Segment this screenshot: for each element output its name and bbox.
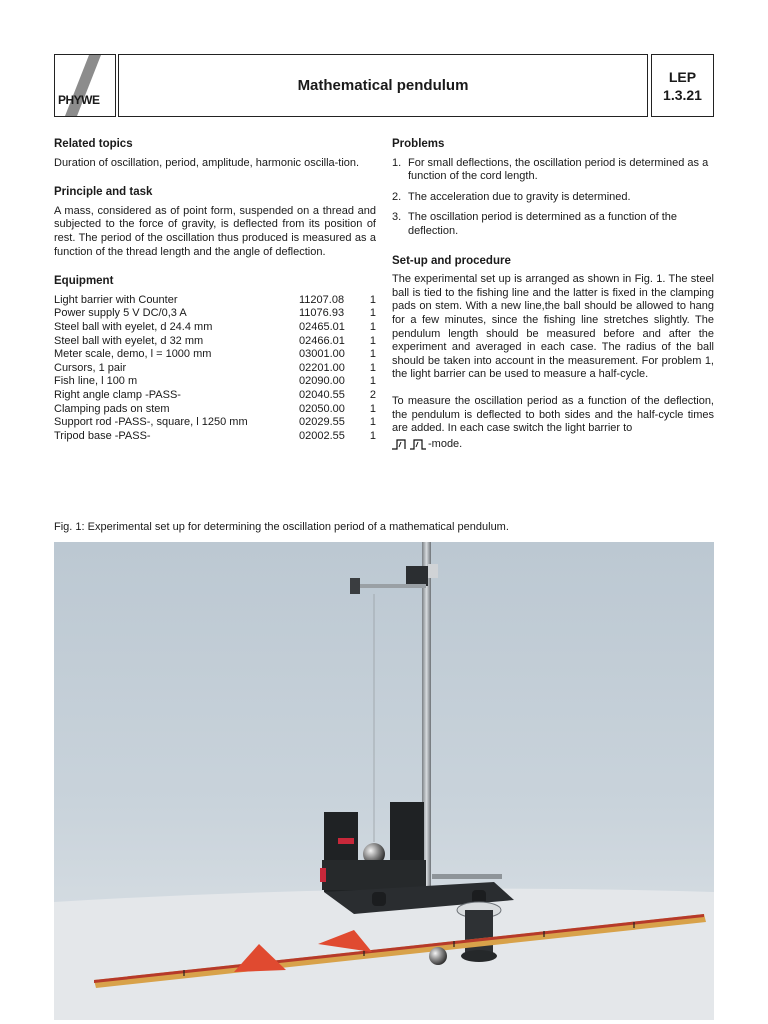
phywe-logo: [54, 54, 116, 117]
pulse-mode-icon: [392, 438, 428, 451]
problems-list: [392, 157, 714, 239]
equipment-qty: 2: [369, 388, 376, 401]
related-topics-text: Duration of oscillation, period, amplitude, harmonic oscilla-tion.: [54, 156, 360, 169]
problems-heading: Problems: [392, 138, 445, 150]
related-topics-heading: Related topics: [54, 138, 133, 150]
equipment-name: Steel ball with eyelet, d 24.4 mm: [54, 320, 213, 333]
equipment-name: Cursors, 1 pair: [54, 361, 127, 374]
figure-caption: Fig. 1: Experimental set up for determining the oscillation period of a mathematical pendulum.: [54, 521, 509, 533]
equipment-qty: 1: [369, 402, 376, 415]
equipment-code: 03001.00: [299, 348, 345, 361]
title-box: [118, 54, 648, 117]
equipment-code: 02466.01: [299, 334, 345, 347]
equipment-code: 02465.01: [299, 320, 345, 333]
principle-heading: Principle and task: [54, 186, 153, 199]
equipment-code: 02002.55: [299, 429, 345, 442]
equipment-qty: 1: [369, 375, 376, 388]
equipment-row: [54, 362, 376, 376]
logo-text: PHYWE: [58, 93, 100, 107]
setup-heading: Set-up and procedure: [392, 254, 511, 267]
equipment-name: Steel ball with eyelet, d 32 mm: [54, 334, 204, 347]
equipment-name: Support rod -PASS-, square, l 1250 mm: [54, 416, 248, 429]
problems-section: [392, 138, 714, 239]
equipment-row: [54, 375, 376, 389]
equipment-code: 02029.55: [299, 416, 345, 429]
equipment-row: [54, 416, 376, 430]
setup-paragraph-1: The experimental set up is arranged as shown in Fig. 1. The steel ball is tied to the fishing line and the latter is fixed in the clamping pads on stem. With a new line,the ball should be allowed to hang for a few minutes, since the fishing line stretches slightly. The pendulum length should be measured before and after the experiment and averaged in each case. The radius of the ball should be taken into account in the measurement. For problem 1, the light barrier can be used to measure a half-cycle.: [392, 273, 714, 381]
principle-section: [54, 186, 376, 259]
equipment-qty: 1: [369, 293, 376, 306]
problem-number: 2.: [392, 190, 402, 203]
equipment-qty: 1: [369, 416, 376, 429]
problem-text: The oscillation period is determined as a function of the deflection.: [408, 211, 678, 237]
right-column: [392, 138, 714, 467]
problem-item: [392, 211, 714, 238]
equipment-row: [54, 430, 376, 444]
equipment-qty: 1: [369, 334, 376, 347]
lep-box: [651, 54, 714, 117]
problem-text: The acceleration due to gravity is determined.: [408, 190, 631, 203]
mode-line: [392, 438, 714, 452]
principle-text: A mass, considered as of point form, suspended on a thread and subjected to the force of gravity, is deflected from its position of rest. The period of the oscillation thus produced is measured as a function of the thread length and the angle of deflection.: [54, 204, 376, 258]
equipment-row: [54, 307, 376, 321]
equipment-name: Meter scale, demo, l = 1000 mm: [54, 348, 212, 361]
equipment-row: [54, 321, 376, 335]
equipment-section: [54, 275, 376, 443]
equipment-name: Power supply 5 V DC/0,3 A: [54, 307, 187, 320]
equipment-list: [54, 294, 376, 444]
equipment-code: 11207.08: [299, 293, 345, 306]
equipment-row: [54, 389, 376, 403]
problem-number: 3.: [392, 211, 402, 224]
related-topics-section: [54, 138, 376, 170]
equipment-code: 02201.00: [299, 361, 345, 374]
equipment-qty: 1: [369, 361, 376, 374]
equipment-qty: 1: [369, 429, 376, 442]
equipment-name: Right angle clamp -PASS-: [54, 388, 181, 401]
equipment-code: 02040.55: [299, 388, 345, 401]
problem-number: 1.: [392, 156, 402, 169]
experiment-photo: [54, 542, 714, 1020]
mode-suffix: -mode.: [428, 437, 463, 450]
equipment-heading: Equipment: [54, 275, 114, 288]
equipment-qty: 1: [369, 320, 376, 333]
page-title: Mathematical pendulum: [297, 77, 469, 94]
equipment-row: [54, 348, 376, 362]
equipment-row: [54, 403, 376, 417]
equipment-code: 02090.00: [299, 375, 345, 388]
setup-section: [392, 255, 714, 452]
equipment-qty: 1: [369, 307, 376, 320]
equipment-qty: 1: [369, 348, 376, 361]
equipment-row: [54, 335, 376, 349]
problem-text: For small deflections, the oscillation period is determined as a function of the cord length.: [408, 156, 709, 183]
lep-label: LEP: [668, 68, 697, 85]
problem-item: [392, 191, 714, 205]
setup-paragraph-2: To measure the oscillation period as a function of the deflection, the pendulum is deflected to both sides and the half-cycle times are added. In each case switch the light barrier to: [392, 394, 714, 435]
equipment-name: Clamping pads on stem: [54, 402, 170, 415]
equipment-name: Tripod base -PASS-: [54, 429, 151, 442]
problem-item: [392, 157, 714, 184]
pendulum-setup-image: [54, 542, 714, 1020]
equipment-code: 11076.93: [299, 307, 345, 320]
equipment-row: [54, 294, 376, 308]
lep-number: 1.3.21: [663, 86, 702, 103]
equipment-name: Light barrier with Counter: [54, 293, 178, 306]
left-column: [54, 138, 376, 459]
equipment-name: Fish line, l 100 m: [54, 375, 138, 388]
equipment-code: 02050.00: [299, 402, 345, 415]
